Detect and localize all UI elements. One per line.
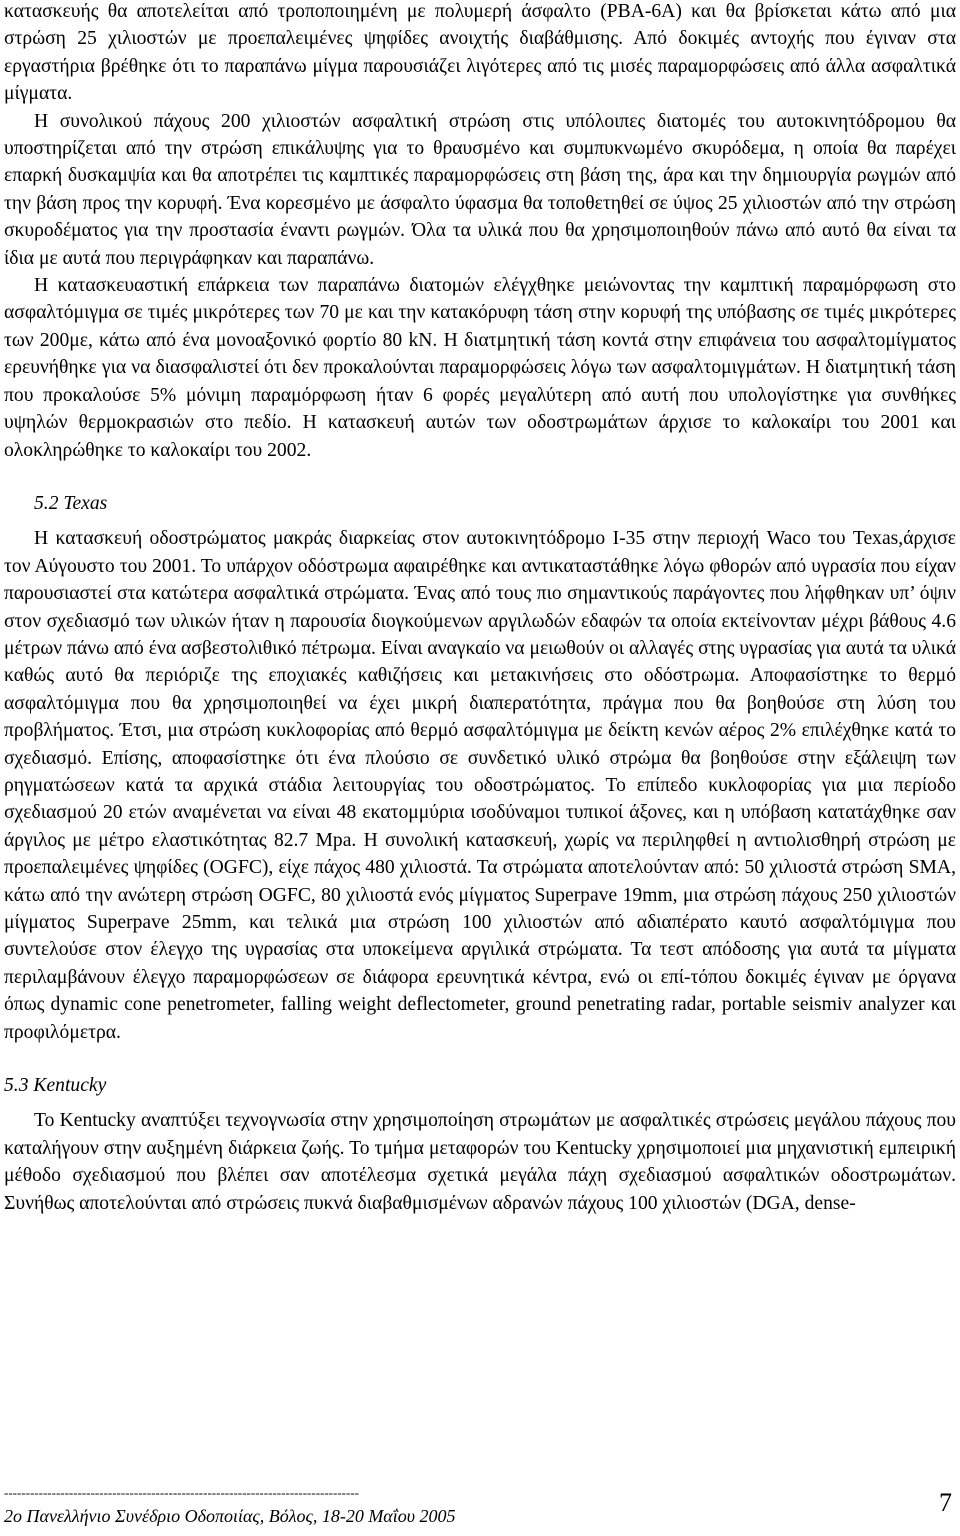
- paragraph-texas: Η κατασκευή οδοστρώματος μακράς διαρκείας στον αυτοκινητόδρομο I-35 στην περιοχή Waco του Texas,άρχισε τον Αύγουστο του 2001. Το υπάρχον οδόστρωμα αφαιρέθηκε και αντικαταστάθηκε λόγω φθορών από υγρασία που είχαν παρουσιαστεί στα κατώτερα ασφαλτικά στρώματα. Ένας από τους πιο σημαντικούς παράγοντες που λήφθηκαν υπ’ όψιν στον σχεδιασμό των υλικών ήταν η παρουσία διογκούμενων αργιλωδών εδαφών τα οποία εκτείνονταν μέχρι βάθους 4.6 μέτρων πάνω από ένα ασβεστολιθικό πέτρωμα. Είναι αναγκαίο να μειωθούν οι αλλαγές στης υγρασίας για αυτά τα υλικά καθώς αυτό θα περιόριζε της εποχιακές καθιζήσεις και μετακινήσεις στο οδόστρωμα. Αποφασίστηκε το θερμό ασφαλτόμιγμα που θα χρησιμοποιηθεί να έχει μικρή διαπερατότητα, πράγμα που θα βοηθούσε στη λύση του προβλήματος. Έτσι, μια στρώση κυκλοφορίας από θερμό ασφαλτόμιγμα με δείκτη κενών αέρος 2% επιλέχθηκε κατά το σχεδιασμό. Επίσης, αποφασίστηκε ότι ένα πλούσιο σε συνδετικό υλικό στρώμα θα βοηθούσε στην εξάλειψη των ρηγματώσεων κατά τα αρχικά στάδια λειτουργίας του οδοστρώματος. Το επίπεδο κυκλοφορίας για μια περίοδο σχεδιασμού 20 ετών αναμένεται να είναι 48 εκατομμύρια ισοδύναμοι τυπικοί άξονες, και η υπόβαση κατατάχθηκε σαν άργιλος με μέτρο ελαστικότητας 82.7 Mpa. Η συνολική κατασκευή, χωρίς να περιληφθεί η αντιολισθηρή στρώση με προεπαλειμένες ψηφίδες (OGFC), είχε πάχος 480 χιλιοστά. Τα στρώματα αποτελούνταν από: 50 χιλιοστά στρώση SMA, κάτω από την ανώτερη στρώση OGFC, 80 χιλιοστά ενός μίγματος Superpave 19mm, μια στρώση πάχους 250 χιλιοστών μίγματος Superpave 25mm, και τελικά μια στρώση 100 χιλιοστών από αδιαπέρατο καυτό ασφαλτόμιγμα που συντελούσε στον έλεγχο της υγρασίας στα υποκείμενα αργιλικά στρώματα. Τα τεστ απόδοσης για αυτά τα μίγματα περιλαμβάνουν έλεγχο παραμορφώσεων σε διάφορα ερευνητικά κέντρα, ενώ οι επί-τόπου δοκιμές έγιναν με όργανα όπως dynamic cone penetrometer, falling weight deflectometer, ground penetrating radar, portable seismiv analyzer και προφιλόμετρα.: [4, 528, 956, 1043]
- section-heading-texas: 5.2 Texas: [34, 492, 108, 514]
- paragraph-asphalt-200mm: Η συνολικού πάχους 200 χιλιοστών ασφαλτική στρώση στις υπόλοιπες διατομές του αυτοκινητόδρομου θα υποστηρίζεται από την στρώση επικάλυψης για το θραυσμένο και συμπυκνωμένο σκυρόδεμα, η οποία θα παρέχει επαρκή δυσκαμψία και θα αποτρέπει τις καμπτικές παραμορφώσεις στη βάση της, άρα και την δημιουργία ρωγμών από την βάση προς την κορυφή. Ένα κορεσμένο με άσφαλτο ύφασμα θα τοποθετηθεί σε ύψος 25 χιλιοστών από την στρώση σκυροδέματος για την προστασία έναντι ρωγμών. Όλα τα υλικά που θα χρησιμοποιηθούν πάνω από αυτό θα είναι τα ίδια με αυτά που περιγράφηκαν και παραπάνω.: [4, 110, 956, 269]
- paragraph-structural-adequacy: Η κατασκευαστική επάρκεια των παραπάνω διατομών ελέγχθηκε μειώνοντας την καμπτική παραμόρφωση στο ασφαλτόμιγμα σε τιμές μικρότερες των 70 με και την κατακόρυφη τάση στην κορυφή της υπόβασης σε τιμές μικρότερες των 200με, κάτω από ένα μονοαξονικό φορτίο 80 kN. Η διατμητική τάση κοντά στην επιφάνεια του ασφαλτομίγματος ερευνήθηκε για να διασφαλιστεί ότι δεν προκαλούνται παραμορφώσεις λόγω των ασφαλτομιγμάτων. Η διατμητική τάση που προκαλούσε 5% μόνιμη παραμόρφωση ήταν 6 φορές μεγαλύτερη από αυτή που υπολογίστηκε για συνθήκες υψηλών θερμοκρασιών στο πεδίο. Η κατασκευή αυτών των οδοστρωμάτων άρχισε το καλοκαίρι του 2001 και ολοκληρώθηκε το καλοκαίρι του 2002.: [4, 275, 956, 461]
- footer-conference-title: 2ο Πανελλήνιο Συνέδριο Οδοποιίας, Βόλος, 18-20 Μαΐου 2005: [4, 1506, 456, 1526]
- paragraph-kentucky: Το Kentucky αναπτύξει τεχνογνωσία στην χρησιμοποίηση στρωμάτων με ασφαλτικές στρώσεις μεγάλου πάχους που καταλήγουν στην αυξημένη διάρκεια ζωής. Το τμήμα μεταφορών του Kentucky χρησιμοποιεί μια μηχανιστική εμπειρική μέθοδο σχεδιασμού που βλέπει σαν αποτέλεσμα σχετικά μεγάλα πάχη σχεδιασμού ασφαλτικών οδοστρωμάτων. Συνήθως αποτελούνται από στρώσεις πυκνά διαβαθμισμένων αδρανών πάχους 100 χιλιοστών (DGA, dense-: [4, 1110, 956, 1214]
- page-number: 7: [939, 1488, 952, 1517]
- footer-separator: ----------------------------------------------------------------------------------: [4, 1486, 359, 1500]
- paragraph-pba-layer: κατασκευής θα αποτελείται από τροποποιημένη με πολυμερή άσφαλτο (PBA-6A) και θα βρίσκεται κάτω από μια στρώση 25 χιλιοστών με προεπαλειμένες ψηφίδες ανοιχτής διαβάθμισης. Από δοκιμές αντοχής που έγιναν στα εργαστήρια βρέθηκε ότι το παραπάνω μίγμα παρουσιάζει λιγότερες από τις μισές παραμορφώσεις από άλλα ασφαλτικά μίγματα.: [4, 1, 956, 105]
- document-body: [4, 0, 956, 1217]
- page-footer: [4, 1486, 956, 1532]
- section-heading-kentucky: 5.3 Kentucky: [4, 1075, 107, 1097]
- document-page: [4, 0, 956, 1536]
